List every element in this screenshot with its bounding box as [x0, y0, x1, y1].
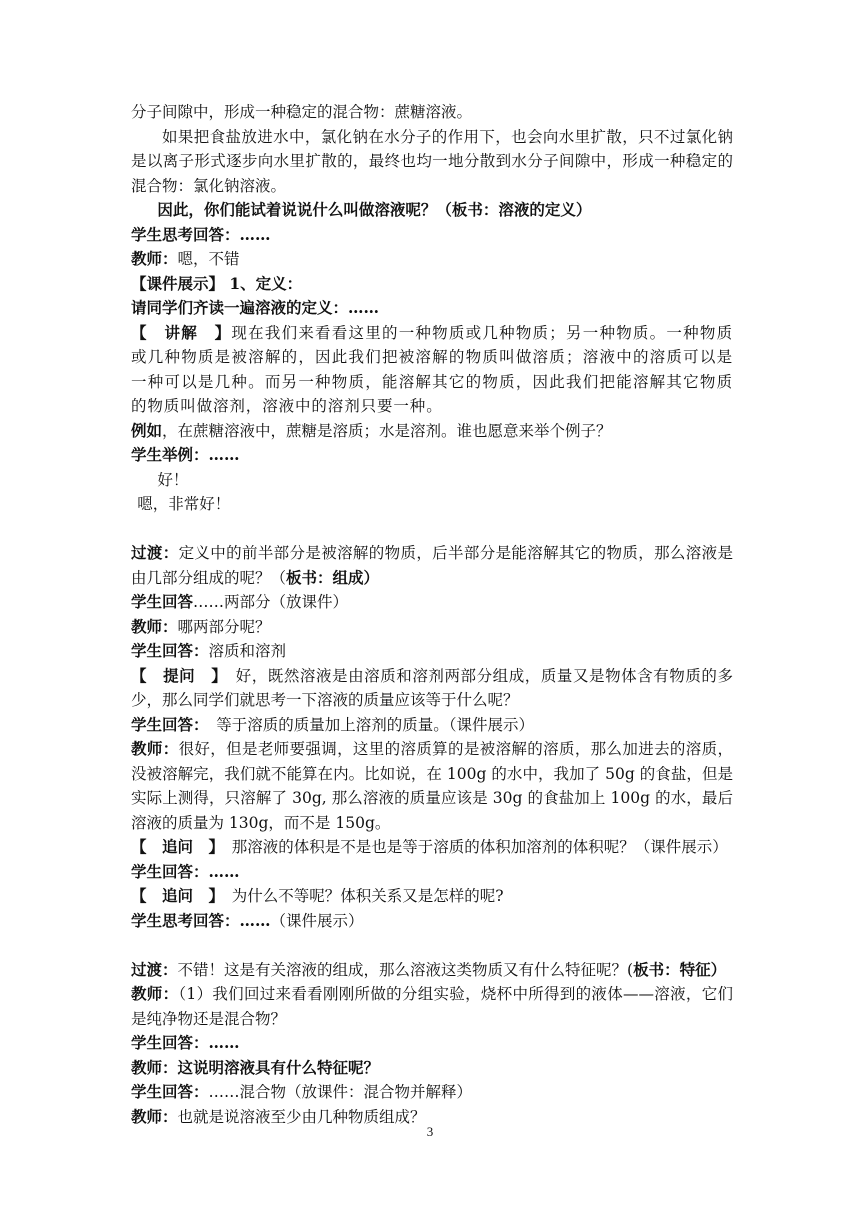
bold-text-run: 【 讲解 】 — [131, 322, 232, 342]
text-run: 也就是说溶液至少由几种物质组成？ — [177, 1107, 426, 1126]
text-run: 好！ — [157, 470, 189, 489]
bold-text-run: 教师： — [131, 984, 179, 1003]
paragraph-line-17 — [131, 713, 733, 738]
bold-text-run: 过渡： — [131, 543, 179, 562]
paragraph-line-4 — [131, 247, 733, 272]
paragraph-line-19 — [131, 835, 733, 860]
bold-text-run: 学生回答： — [131, 641, 209, 660]
paragraph-line-18 — [131, 737, 733, 835]
bold-text-run: 过渡： — [131, 959, 178, 979]
bold-text-run: 例如 — [131, 420, 163, 440]
bold-text-run: 学生思考回答：…… — [131, 224, 271, 244]
text-run: 嗯，不错 — [177, 250, 240, 268]
paragraph-line-13 — [131, 590, 733, 615]
bold-text-run: 教师：这说明溶液具有什么特征呢？ — [131, 1057, 380, 1077]
bold-text-run: 学生回答：…… — [131, 1033, 240, 1052]
paragraph-line-0 — [131, 100, 733, 125]
paragraph-line-9 — [131, 443, 733, 468]
bold-text-run: 教师： — [131, 616, 178, 636]
bold-text-run: 学生回答： — [131, 1082, 209, 1101]
blank-line — [131, 933, 733, 958]
text-run: 很好，但是老师要强调，这里的溶质算的是被溶解的溶质，那么加进去的溶质，没被溶解完，我们就不能算在内。比如说，在 100g 的水中，我加了 50g 的食盐，但是实际上测得，只溶解了 30g, 那么溶液的质量应该是 30g 的食盐加上 100g 的水，最后溶液的质量为 130g，而不是 150g。 — [131, 740, 733, 832]
paragraph-line-16 — [131, 664, 733, 713]
text-run: 哪两部分呢？ — [177, 617, 271, 636]
paragraph-line-11 — [131, 492, 733, 517]
paragraph-line-6 — [131, 296, 733, 321]
text-run: 嗯，非常好！ — [137, 495, 231, 513]
page-number: 3 — [426, 1124, 434, 1139]
bold-text-run: 学生思考回答：…… — [131, 910, 271, 930]
text-run: ，在蔗糖溶液中，蔗糖是溶质；水是溶剂。谁也愿意来举个例子？ — [162, 421, 612, 440]
text-run: 好，既然溶液是由溶质和溶剂两部分组成，质量又是物体含有物质的多少，那么同学们就思考一下溶液的质量应该等于什么呢？ — [131, 666, 733, 709]
paragraph-line-1 — [131, 125, 733, 199]
paragraph-line-14 — [131, 615, 733, 640]
text-run: （课件展示） — [270, 911, 364, 930]
text-run: 溶质和溶剂 — [208, 642, 287, 660]
paragraph-line-25 — [131, 1031, 733, 1056]
paragraph-line-27 — [131, 1080, 733, 1105]
text-run: 如果把食盐放进水中，氯化钠在水分子的作用下，也会向水里扩散，只不过氯化钠是以离子形式逐步向水里扩散的，最终也均一地分散到水分子间隙中，形成一种稳定的混合物：氯化钠溶液。 — [131, 127, 733, 195]
text-run: 为什么不等呢？体积关系又是怎样的呢? — [216, 887, 504, 905]
bold-text-run: 因此，你们能试着说说什么叫做溶液呢？（板书：溶液的定义） — [157, 200, 592, 219]
bold-text-run: 板书：特征） — [633, 959, 727, 979]
text-run: 分子间隙中，形成一种稳定的混合物：蔗糖溶液。 — [131, 103, 473, 121]
bold-text-run: 教师： — [131, 249, 178, 268]
paragraph-line-3 — [131, 223, 733, 248]
paragraph-line-20 — [131, 860, 733, 885]
blank-line — [131, 517, 733, 542]
bold-text-run: 【 追问 】 — [131, 886, 217, 905]
text-run: （1）我们回过来看看刚刚所做的分组实验，烧杯中所得到的液体——溶液，它们是纯净物还是混合物？ — [131, 985, 733, 1028]
paragraph-line-10 — [131, 468, 733, 493]
paragraph-line-21 — [131, 884, 733, 909]
paragraph-line-24 — [131, 982, 733, 1031]
bold-text-run: 学生回答 — [131, 592, 194, 611]
paragraph-line-26 — [131, 1056, 733, 1081]
bold-text-run: 【 追问 】 — [131, 837, 217, 856]
bold-text-run: 学生回答：…… — [131, 861, 240, 881]
text-run: ……两部分（放课件） — [193, 593, 349, 611]
text-run: 等于溶质的质量加上溶剂的质量。（课件展示） — [200, 715, 535, 734]
text-run: 那溶液的体积是不是也是等于溶质的体积加溶剂的体积呢？（课件展示） — [216, 838, 728, 856]
paragraph-line-15 — [131, 639, 733, 664]
bold-text-run: 学生回答： — [131, 714, 201, 734]
paragraph-line-22 — [131, 909, 733, 934]
text-run: 不错！这是有关溶液的组成，那么溶液这类物质又有什么特征呢？( — [177, 960, 634, 979]
text-run: 现在我们来看看这里的一种物质或几种物质；另一种物质。一种物质或几种物质是被溶解的，因此我们把被溶解的物质叫做溶质；溶液中的溶质可以是一种可以是几种。而另一种物质，能溶解其它的物质，因此我们把能溶解其它物质的物质叫做溶剂，溶液中的溶剂只要一种。 — [131, 323, 733, 415]
bold-text-run: 板书：组成） — [286, 567, 380, 587]
paragraph-line-5 — [131, 272, 733, 297]
bold-text-run: 请同学们齐读一遍溶液的定义：…… — [131, 298, 380, 317]
paragraph-line-23 — [131, 958, 733, 983]
paragraph-line-2 — [131, 198, 733, 223]
bold-text-run: 【 提问 】 — [131, 665, 220, 685]
text-run: 定义中的前半部分是被溶解的物质，后半部分是能溶解其它的物质，那么溶液是由几部分组成的呢？（ — [131, 544, 733, 587]
paragraph-line-7 — [131, 321, 733, 419]
paragraph-line-12 — [131, 541, 733, 590]
bold-text-run: 学生举例：…… — [131, 445, 240, 464]
document-body — [131, 100, 733, 1129]
bold-text-run: 教师： — [131, 739, 179, 758]
paragraph-line-8 — [131, 419, 733, 444]
text-run: ……混合物（放课件：混合物并解释） — [208, 1083, 473, 1101]
bold-text-run: 教师： — [131, 1106, 178, 1126]
bold-text-run: 【课件展示】 1、定义： — [131, 273, 303, 293]
